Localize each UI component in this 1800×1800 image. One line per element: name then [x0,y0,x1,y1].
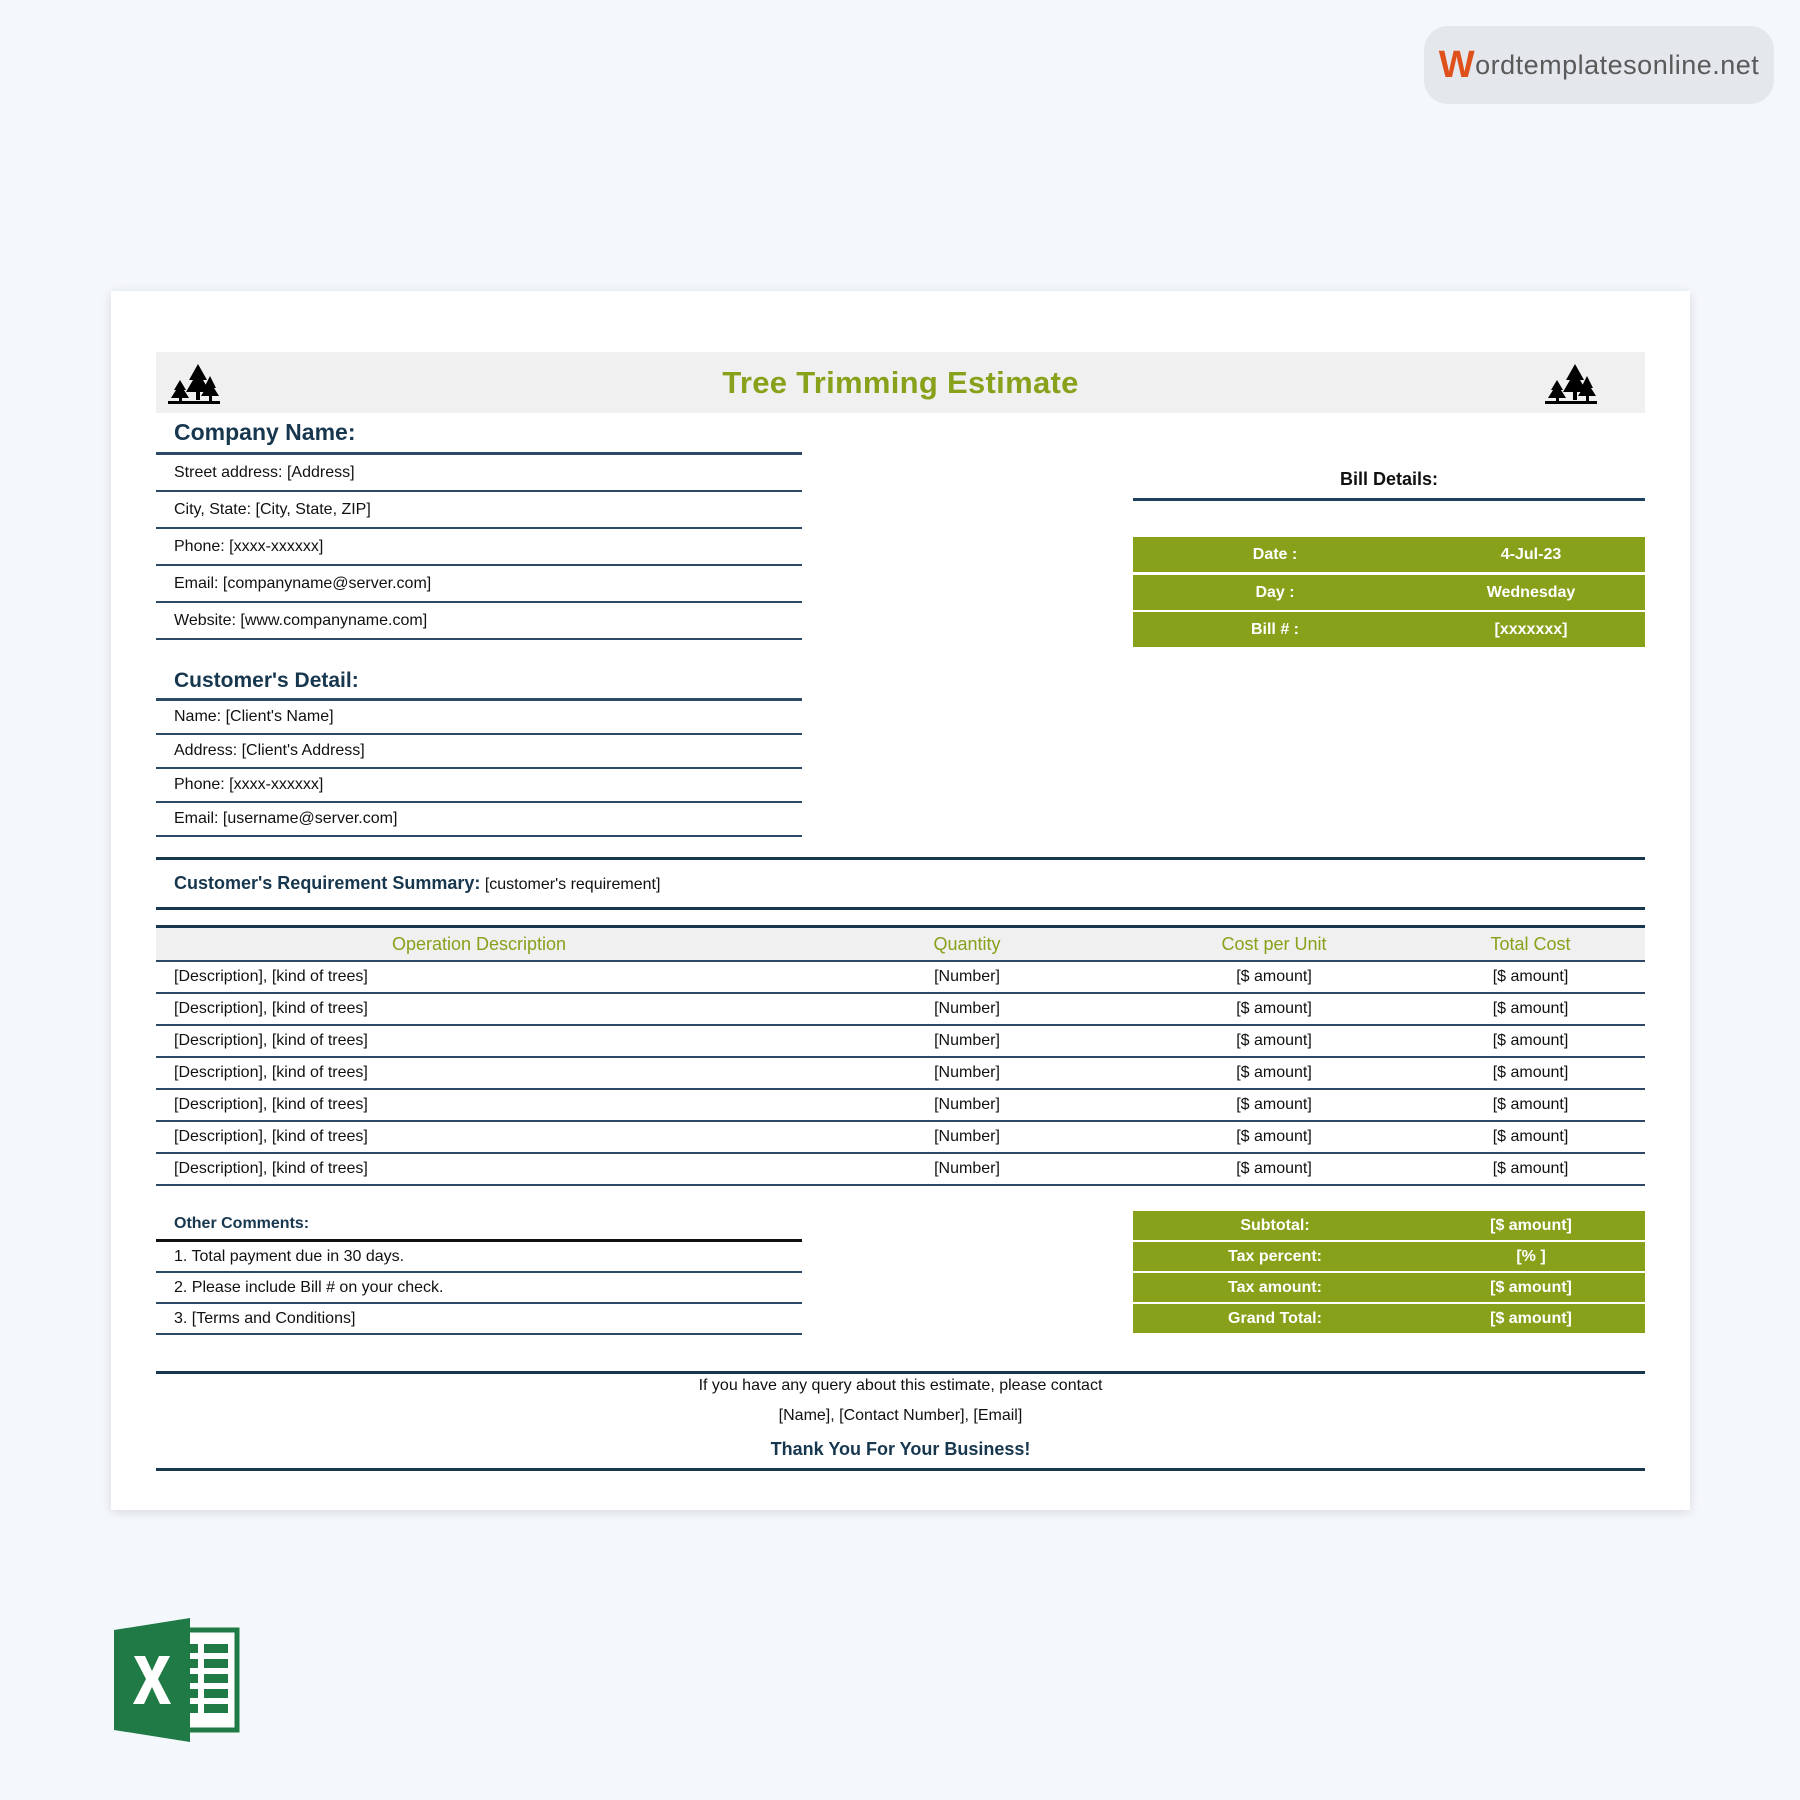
cell-quantity: [Number] [934,1000,1000,1017]
table-row [156,994,1645,1026]
tree-icon [1545,362,1597,404]
cell-quantity: [Number] [934,1160,1000,1177]
cell-description: [Description], [kind of trees] [174,1032,368,1049]
cell-description: [Description], [kind of trees] [174,1000,368,1017]
footer-thanks: Thank You For Your Business! [770,1439,1031,1459]
bill-day-row [1133,575,1645,610]
table-row [156,1122,1645,1154]
subtotal-label: Subtotal: [1240,1216,1310,1234]
column-header-quantity: Quantity [933,933,1001,954]
grand-total-row [1133,1304,1645,1333]
table-header [156,928,1645,962]
customer-phone: Phone: [xxxx-xxxxxx] [156,769,802,803]
grand-total-label: Grand Total: [1228,1309,1322,1327]
cell-total-cost: [$ amount] [1492,1000,1569,1017]
company-phone: Phone: [xxxx-xxxxxx] [156,529,802,566]
customer-email: Email: [username@server.com] [156,803,802,837]
column-header-cost-per-unit: Cost per Unit [1221,933,1327,954]
cell-description: [Description], [kind of trees] [174,1160,368,1177]
estimate-sheet [111,291,1690,1510]
title-bar [156,352,1645,413]
cell-cost-per-unit: [$ amount] [1236,1000,1312,1017]
cell-description: [Description], [kind of trees] [174,1128,368,1145]
cell-quantity: [Number] [934,1032,1000,1049]
divider [156,1468,1645,1471]
bill-details-heading: Bill Details: [1133,469,1645,501]
tree-icon [168,362,220,404]
divider [156,857,1645,860]
cell-total-cost: [$ amount] [1492,1032,1569,1049]
comments-heading: Other Comments: [156,1209,802,1242]
cell-cost-per-unit: [$ amount] [1236,1064,1312,1081]
cell-quantity: [Number] [934,968,1000,985]
company-city: City, State: [City, State, ZIP] [156,492,802,529]
cell-cost-per-unit: [$ amount] [1236,968,1312,985]
requirement-label: Customer's Requirement Summary: [174,873,481,893]
bill-date-row [1133,537,1645,572]
cell-cost-per-unit: [$ amount] [1236,1128,1312,1145]
table-row [156,1026,1645,1058]
cell-description: [Description], [kind of trees] [174,1064,368,1081]
customer-heading: Customer's Detail: [156,663,802,701]
tax-percent-label: Tax percent: [1228,1247,1322,1265]
cell-cost-per-unit: [$ amount] [1236,1032,1312,1049]
customer-name: Name: [Client's Name] [156,701,802,735]
cell-total-cost: [$ amount] [1492,1064,1569,1081]
divider [156,1371,1645,1374]
site-watermark [1424,26,1774,104]
cell-quantity: [Number] [934,1128,1000,1145]
company-heading: Company Name: [156,413,802,455]
bill-date-value: 4-Jul-23 [1500,545,1562,563]
column-header-total-cost: Total Cost [1490,933,1571,954]
table-row [156,1090,1645,1122]
requirement-value: [customer's requirement] [484,876,661,893]
comment-line: 1. Total payment due in 30 days. [156,1242,802,1273]
grand-total-value: [$ amount] [1490,1309,1572,1327]
tax-percent-value: [% ] [1516,1247,1546,1265]
tax-amount-label: Tax amount: [1228,1278,1322,1296]
cell-description: [Description], [kind of trees] [174,1096,368,1113]
tax-amount-value: [$ amount] [1490,1278,1572,1296]
bill-number-row [1133,612,1645,647]
divider [156,907,1645,910]
excel-icon [114,1618,240,1742]
cell-total-cost: [$ amount] [1492,1096,1569,1113]
brand-initial: W [1438,43,1476,86]
cell-total-cost: [$ amount] [1492,1160,1569,1177]
brand-name: ordtemplatesonline.net [1475,49,1760,80]
table-row [156,1058,1645,1090]
comment-line: 2. Please include Bill # on your check. [156,1273,802,1304]
bill-number-label: Bill # : [1250,620,1299,638]
subtotal-row [1133,1211,1645,1240]
cell-total-cost: [$ amount] [1492,968,1569,985]
bill-day-label: Day : [1255,583,1295,601]
footer-query: If you have any query about this estimate, please contact [698,1377,1103,1394]
bill-day-value: Wednesday [1486,583,1576,601]
bill-number-value: [xxxxxxx] [1494,620,1568,638]
requirement-summary [174,873,660,894]
cell-quantity: [Number] [934,1064,1000,1081]
company-address: Street address: [Address] [156,455,802,492]
cell-cost-per-unit: [$ amount] [1236,1160,1312,1177]
cell-cost-per-unit: [$ amount] [1236,1096,1312,1113]
company-website: Website: [www.companyname.com] [156,603,802,640]
column-header-description: Operation Description [391,933,567,954]
bill-date-label: Date : [1252,545,1298,563]
comment-line: 3. [Terms and Conditions] [156,1304,802,1335]
cell-total-cost: [$ amount] [1492,1128,1569,1145]
tax-percent-row [1133,1242,1645,1271]
table-row [156,1154,1645,1186]
company-email: Email: [companyname@server.com] [156,566,802,603]
cell-quantity: [Number] [934,1096,1000,1113]
table-row [156,962,1645,994]
cell-description: [Description], [kind of trees] [174,968,368,985]
page-title: Tree Trimming Estimate [722,364,1079,400]
tax-amount-row [1133,1273,1645,1302]
subtotal-value: [$ amount] [1490,1216,1572,1234]
customer-address: Address: [Client's Address] [156,735,802,769]
footer-contact: [Name], [Contact Number], [Email] [778,1407,1023,1424]
